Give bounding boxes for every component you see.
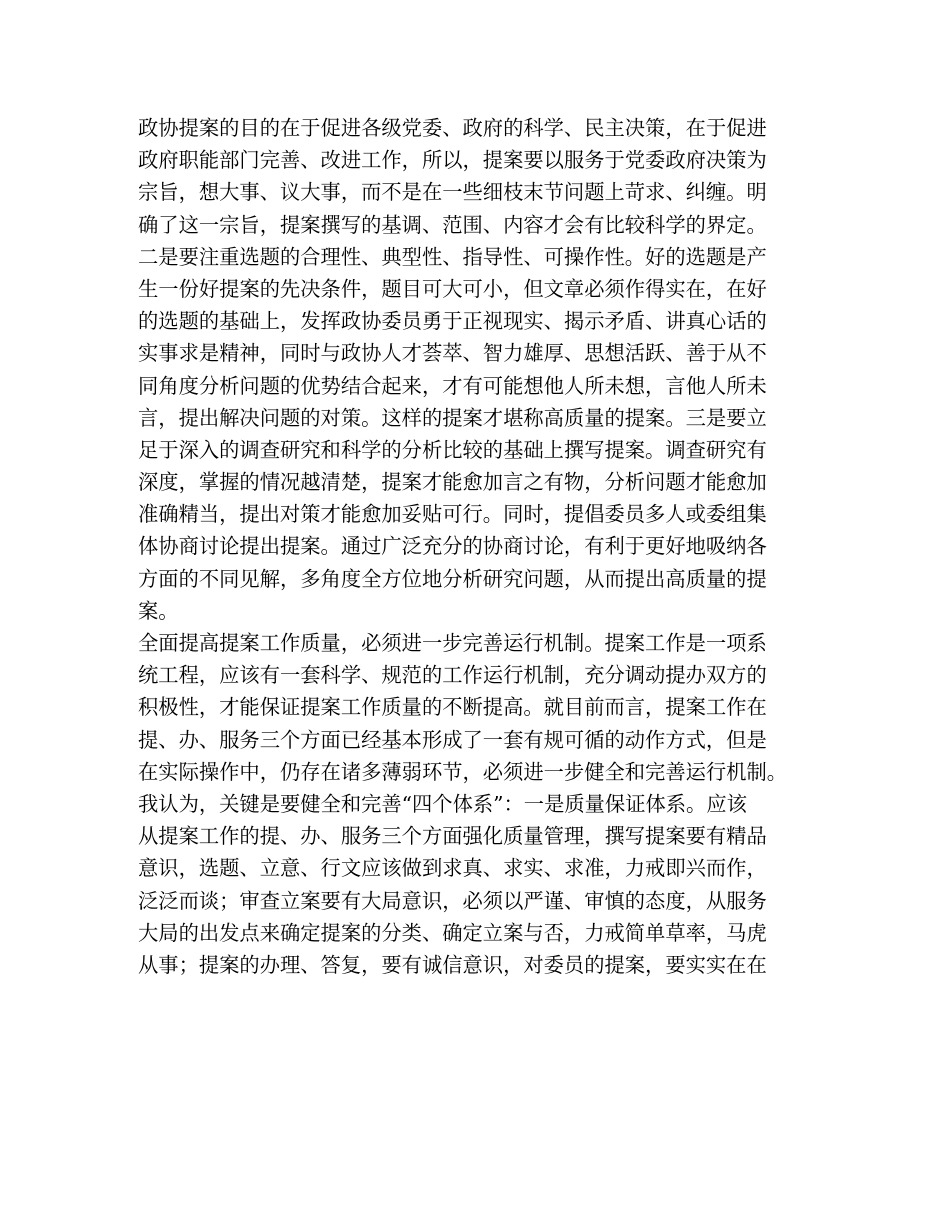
text-line-22: 我认为，关键是要健全和完善“四个体系”：一是质量保证体系。应该 [138,791,747,816]
text-line-7: 的选题的基础上，发挥政协委员勇于正视现实、揭示矛盾、讲真心话的 [138,309,767,334]
text-line-1: 政协提案的目的在于促进各级党委、政府的科学、民主决策，在于促进 [138,116,767,140]
text-line-14: 体协商讨论提出提案。通过广泛充分的协商讨论，有利于更好地吸纳各 [138,534,767,559]
text-line-13: 准确精当，提出对策才能愈加妥贴可行。同时，提倡委员多人或委组集 [138,502,767,527]
text-line-3: 宗旨，想大事、议大事，而不是在一些细枝末节问题上苛求、纠缠。明 [138,180,767,205]
text-line-17: 全面提高提案工作质量，必须进一步完善运行机制。提案工作是一项系 [138,631,767,655]
text-line-27: 从事；提案的办理、答复，要有诚信意识，对委员的提案，要实实在在 [138,952,767,977]
text-line-8: 实事求是精神，同时与政协人才荟萃、智力雄厚、思想活跃、善于从不 [138,341,767,366]
text-line-25: 泛泛而谈；审查立案要有大局意识，必须以严谨、审慎的态度，从服务 [138,888,767,913]
text-line-4: 确了这一宗旨，提案撰写的基调、范围、内容才会有比较科学的界定。 [138,212,767,237]
text-line-20: 提、办、服务三个方面已经基本形成了一套有规可循的动作方式，但是 [138,727,767,752]
body-text [138,112,828,981]
text-line-24: 意识，选题、立意、行文应该做到求真、求实、求准，力戒即兴而作， [138,856,767,881]
text-line-23: 从提案工作的提、办、服务三个方面强化质量管理，撰写提案要有精品 [138,824,767,849]
text-line-10: 言，提出解决问题的对策。这样的提案才堪称高质量的提案。三是要立 [138,405,767,430]
text-line-12: 深度，掌握的情况越清楚，提案才能愈加言之有物，分析问题才能愈加 [138,470,767,495]
text-line-18: 统工程，应该有一套科学、规范的工作运行机制，充分调动提办双方的 [138,663,767,688]
text-line-11: 足于深入的调查研究和科学的分析比较的基础上撰写提案。调查研究有 [138,437,767,462]
text-line-16: 案。 [138,598,179,623]
text-line-19: 积极性，才能保证提案工作质量的不断提高。就目前而言，提案工作在 [138,695,767,720]
text-line-21: 在实际操作中，仍存在诸多薄弱环节，必须进一步健全和完善运行机制。 [138,759,788,784]
text-line-26: 大局的出发点来确定提案的分类、确定立案与否，力戒简单草率，马虎 [138,920,767,945]
text-line-9: 同角度分析问题的优势结合起来，才有可能想他人所未想，言他人所未 [138,373,767,398]
text-line-6: 生一份好提案的先决条件，题目可大可小，但文章必须作得实在，在好 [138,276,767,301]
text-line-15: 方面的不同见解，多角度全方位地分析研究问题，从而提出高质量的提 [138,566,767,591]
text-line-2: 政府职能部门完善、改进工作，所以，提案要以服务于党委政府决策为 [138,148,767,173]
text-line-5: 二是要注重选题的合理性、典型性、指导性、可操作性。好的选题是产 [138,244,767,269]
